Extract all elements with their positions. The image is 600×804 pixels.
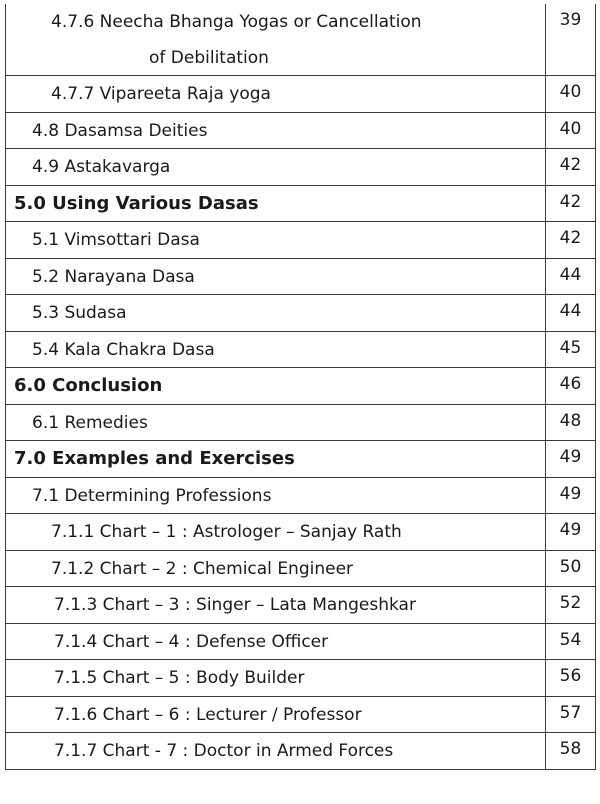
toc-entry-title: 7.1 Determining Professions [32,485,272,506]
toc-row[interactable] [6,295,595,332]
toc-entry-title-line1: 4.7.6 Neecha Bhanga Yogas or Cancellation [51,12,422,32]
table-of-contents [5,4,596,770]
toc-chapter-title: 7.0 Examples and Exercises [14,448,295,469]
toc-page-number: 49 [545,441,595,477]
toc-page-number: 50 [545,551,595,587]
toc-row[interactable] [6,478,595,515]
toc-entry-title: 7.1.1 Chart – 1 : Astrologer – Sanjay Rath [51,522,402,542]
toc-page-number: 57 [545,697,595,733]
toc-row[interactable] [6,660,595,697]
toc-entry-title: 7.1.7 Chart - 7 : Doctor in Armed Forces [54,741,394,761]
toc-page-number: 58 [545,733,595,769]
toc-entry-title: 7.1.4 Chart – 4 : Defense Officer [54,631,329,652]
toc-entry-title: 7.1.5 Chart – 5 : Body Builder [54,668,305,688]
toc-row[interactable] [6,405,595,442]
toc-row-chapter[interactable] [6,368,595,405]
toc-row[interactable] [6,697,595,734]
toc-row[interactable] [6,259,595,296]
toc-row[interactable] [6,551,595,588]
toc-page-number: 44 [545,295,595,331]
toc-entry-title: 4.8 Dasamsa Deities [32,120,208,141]
toc-row[interactable] [6,149,595,186]
toc-row[interactable] [6,733,595,770]
toc-entry-title: 4.7.7 Vipareeta Raja yoga [51,84,271,104]
toc-page-number: 46 [545,368,595,404]
toc-entry-title: 5.1 Vimsottari Dasa [32,230,200,250]
toc-page-number: 42 [545,149,595,185]
toc-chapter-title: 6.0 Conclusion [14,375,163,396]
toc-entry-title: 6.1 Remedies [32,412,148,433]
toc-page-number: 48 [545,405,595,441]
toc-row[interactable] [6,222,595,259]
toc-page-number: 44 [545,259,595,295]
toc-chapter-title: 5.0 Using Various Dasas [14,192,259,214]
toc-page-number: 39 [545,4,595,75]
toc-row[interactable] [6,514,595,551]
toc-page-number: 54 [545,624,595,660]
toc-row-chapter[interactable] [6,186,595,223]
toc-page-number: 52 [545,587,595,623]
toc-row[interactable] [6,587,595,624]
toc-entry-title-line2: of Debilitation [149,48,269,68]
toc-row-chapter[interactable] [6,441,595,478]
toc-row[interactable] [6,113,595,150]
toc-page-number: 40 [545,76,595,112]
toc-page-number: 45 [545,332,595,368]
toc-row[interactable] [6,76,595,113]
toc-page-number: 40 [545,113,595,149]
toc-page-number: 49 [545,514,595,550]
toc-entry-title: 5.3 Sudasa [32,303,127,323]
toc-page-number: 42 [545,186,595,222]
toc-page-number: 49 [545,478,595,514]
toc-row[interactable] [6,4,595,76]
toc-row[interactable] [6,624,595,661]
toc-entry-title: 4.9 Astakavarga [32,157,171,177]
toc-page-number: 42 [545,222,595,258]
toc-page-number: 56 [545,660,595,696]
toc-entry-title: 7.1.3 Chart – 3 : Singer – Lata Mangeshkar [54,595,416,615]
toc-entry-title: 7.1.2 Chart – 2 : Chemical Engineer [51,558,354,579]
toc-entry-title: 5.2 Narayana Dasa [32,266,195,287]
toc-row[interactable] [6,332,595,369]
toc-entry-title: 5.4 Kala Chakra Dasa [32,339,215,360]
toc-entry-title: 7.1.6 Chart – 6 : Lecturer / Professor [54,704,362,725]
toc-entry-title [6,4,545,75]
